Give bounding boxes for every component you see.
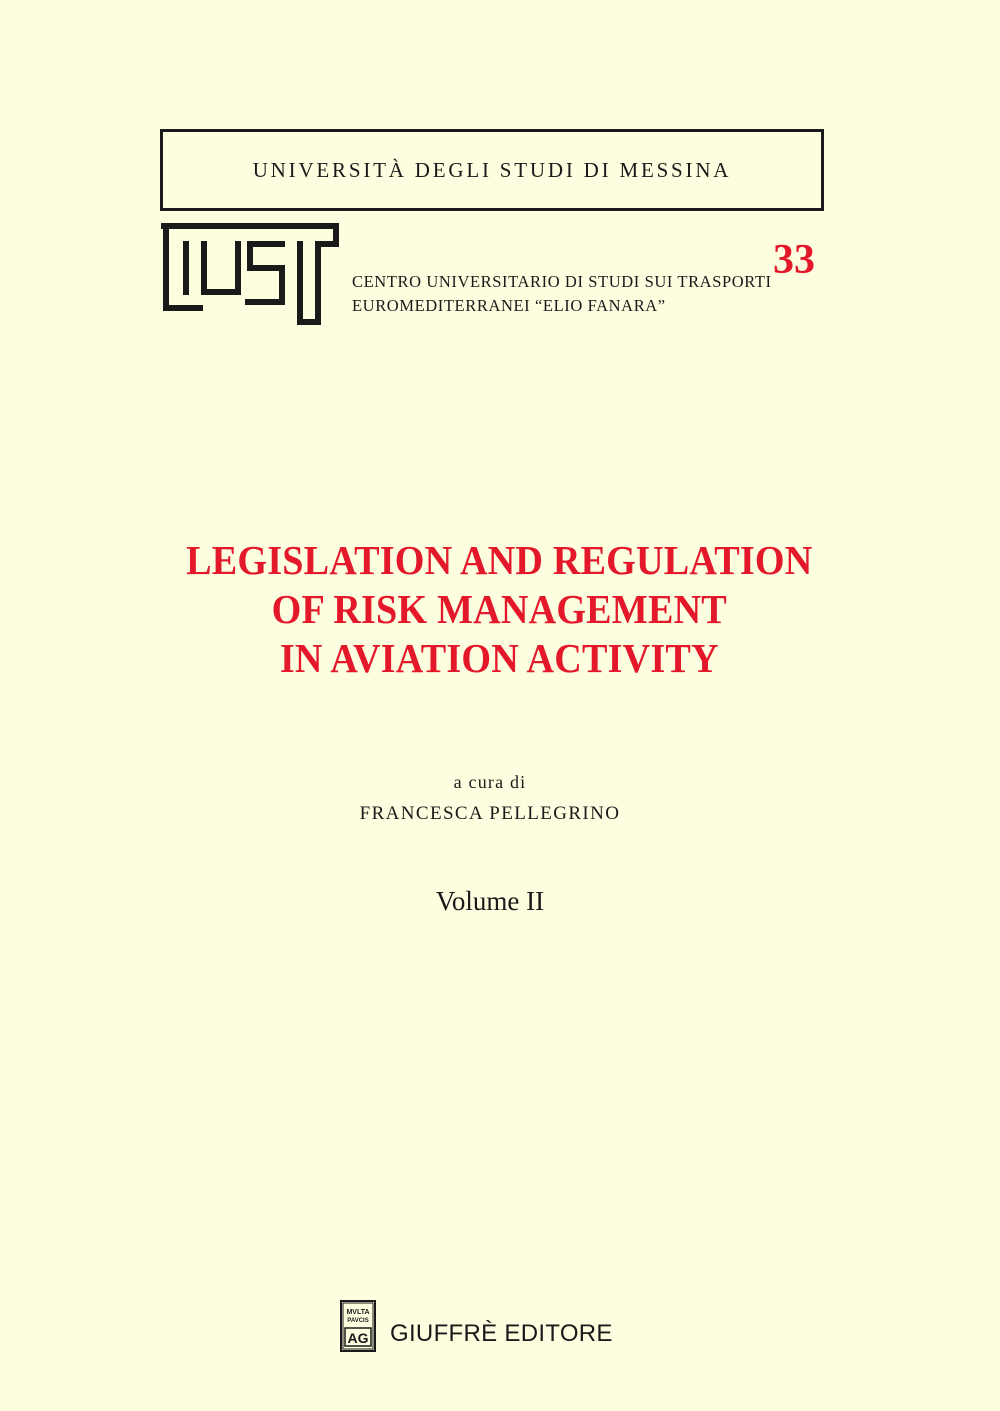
svg-text:AG: AG xyxy=(347,1330,369,1346)
book-title xyxy=(34,536,964,683)
center-line-2: EUROMEDITERRANEI “ELIO FANARA” xyxy=(352,296,666,315)
cust-logo xyxy=(160,222,340,328)
svg-text:PAVCIS: PAVCIS xyxy=(347,1318,369,1324)
svg-text:MVLTA: MVLTA xyxy=(346,1309,370,1316)
center-line-1: CENTRO UNIVERSITARIO DI STUDI SUI TRASPORTI xyxy=(352,272,772,291)
title-line-1: LEGISLATION AND REGULATION xyxy=(186,537,813,583)
publisher-logo xyxy=(340,1300,376,1352)
research-center-name xyxy=(352,270,772,318)
series-number: 33 xyxy=(773,237,815,283)
editor-label: a cura di xyxy=(453,772,527,792)
publisher-name: GIUFFRÈ EDITORE xyxy=(390,1320,613,1347)
university-banner xyxy=(160,129,824,211)
volume-label: Volume II xyxy=(435,886,545,916)
title-line-3: IN AVIATION ACTIVITY xyxy=(279,635,719,681)
university-name: UNIVERSITÀ DEGLI STUDI DI MESSINA xyxy=(252,157,732,182)
editor-name: FRANCESCA PELLEGRINO xyxy=(359,803,621,824)
title-line-2: OF RISK MANAGEMENT xyxy=(271,586,727,632)
